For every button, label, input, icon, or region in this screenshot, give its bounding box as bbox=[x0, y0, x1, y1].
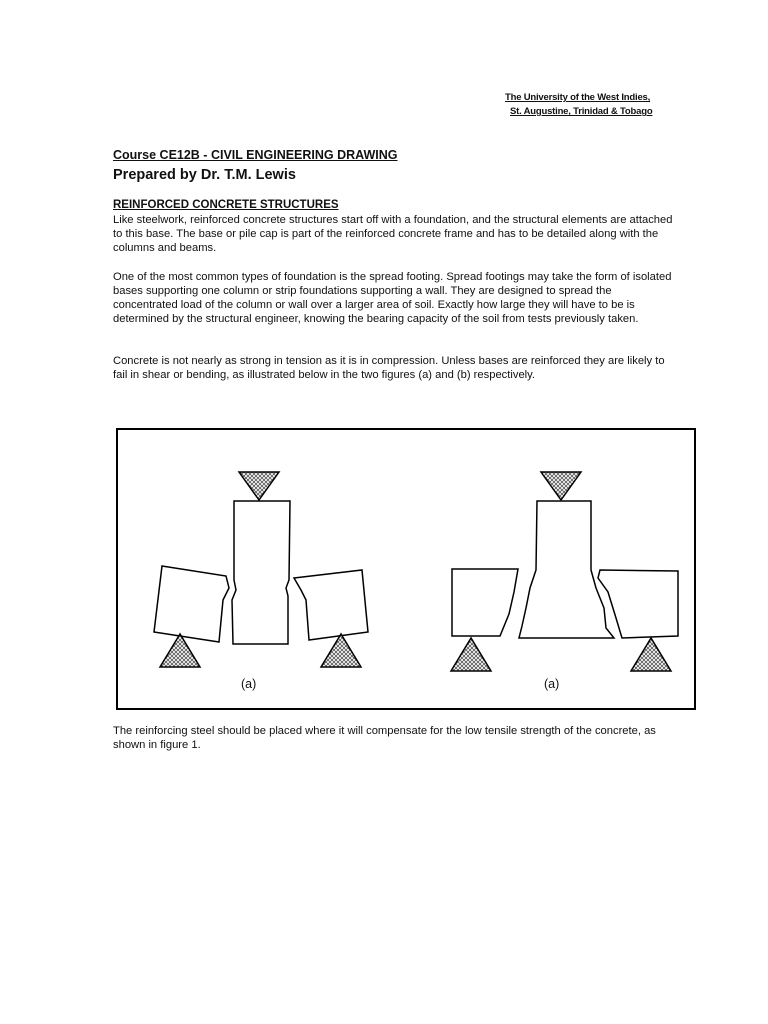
figure-frame bbox=[117, 429, 695, 709]
paragraph-tension: Concrete is not nearly as strong in tension as it is in compression. Unless bases are reinforced they are likely to fail in shear or bending, as illustrated below in the two figures (a) and (b) respectively. bbox=[113, 355, 665, 381]
prepared-by: Prepared by Dr. T.M. Lewis bbox=[113, 167, 296, 183]
failure-figure bbox=[116, 428, 696, 710]
university-header bbox=[505, 91, 652, 119]
university-location: St. Augustine, Trinidad & Tobago bbox=[510, 106, 653, 117]
course-title: Course CE12B - CIVIL ENGINEERING DRAWING bbox=[113, 148, 398, 162]
university-name: The University of the West Indies, bbox=[505, 92, 651, 103]
paragraph-spread-footing: One of the most common types of foundation is the spread footing. Spread footings may take the form of isolated bases supporting one column or strip foundations supporting a wall. They are designed to spread the concentrated load of the column or wall over a larger area of soil. Exactly how large they will have to be is determined by the structural engineer, knowing the bearing capacity of the soil from tests previously taken. bbox=[113, 271, 672, 325]
column-a bbox=[232, 501, 290, 644]
failure-diagram bbox=[116, 428, 696, 710]
base-left-a bbox=[154, 566, 229, 642]
caption-figure-a: (a) bbox=[241, 677, 257, 691]
paragraph-reinforcing: The reinforcing steel should be placed where it will compensate for the low tensile strength of the concrete, as shown in figure 1. bbox=[113, 725, 656, 751]
paragraph-intro: Like steelwork, reinforced concrete structures start off with a foundation, and the structural elements are attached to this base. The base or pile cap is part of the reinforced concrete frame and has to be detailed along with the columns and beams. bbox=[113, 214, 673, 254]
caption-figure-b: (a) bbox=[544, 677, 560, 691]
section-heading: REINFORCED CONCRETE STRUCTURES bbox=[113, 199, 339, 211]
